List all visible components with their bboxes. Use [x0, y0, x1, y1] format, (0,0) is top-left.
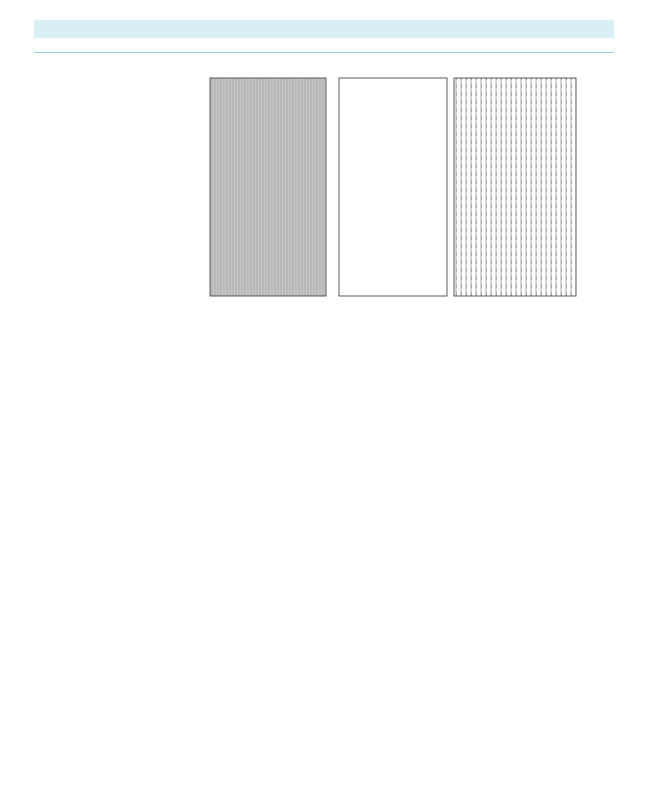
panel-a-cdp-gather — [210, 78, 326, 296]
panel-b-cdp-gather — [454, 78, 576, 296]
figure-canvas — [34, 58, 614, 320]
panel-b-semblance-frame — [339, 78, 447, 296]
figure-caption — [34, 326, 614, 339]
header-rule — [34, 52, 614, 53]
figure-9-17 — [34, 58, 614, 320]
header-band — [34, 20, 614, 38]
right-column — [336, 384, 614, 402]
